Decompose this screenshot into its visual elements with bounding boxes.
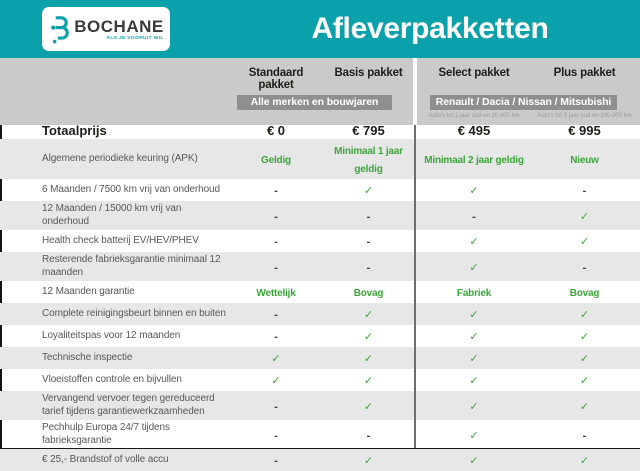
feature-value: Wettelijk [256,288,296,299]
feature-value: Bovag [569,288,600,299]
dash-icon: - [274,261,278,274]
dash-icon: - [366,261,371,274]
note-select: Auto's tot 1 jaar oud en 20.000 km [428,113,520,119]
dash-icon: - [274,429,278,442]
feature-rows [0,139,640,471]
dash-icon: - [274,400,278,413]
feature-value: Bovag [353,288,384,299]
feature-label: Pechhulp Europa 24/7 tijdens fabrieksgarantie [42,422,170,446]
feature-value: Geldig [261,155,291,166]
dash-icon: - [274,331,278,343]
check-icon: ✓ [363,185,374,197]
price-select: € 495 [457,123,491,138]
feature-label: € 25,- Brandstof of volle accu [42,453,169,465]
check-icon: ✓ [469,375,479,387]
check-icon: ✓ [469,331,479,343]
logo-brand-text: BOCHANE [74,16,164,36]
column-titles-row [0,58,640,91]
check-icon: ✓ [271,353,281,365]
table-row [0,281,640,303]
feature-label: Loyaliteitspas voor 12 maanden [42,329,181,341]
table-row [0,139,640,179]
feature-label: Resterende fabrieksgarantie minimaal 12 maanden [42,254,221,278]
table-row [0,449,640,471]
dash-icon: - [582,429,587,442]
check-icon: ✓ [579,331,590,343]
bochane-b-icon [48,14,69,44]
check-icon: ✓ [579,400,590,413]
check-icon: ✓ [363,400,374,413]
table-row [0,325,640,347]
column-notes-row [0,112,640,122]
check-icon: ✓ [363,353,374,365]
check-icon: ✓ [579,210,590,223]
feature-value: Minimaal 1 jaar geldig [334,146,403,175]
group-badges-row [0,95,640,110]
dash-icon: - [366,429,371,442]
check-icon: ✓ [469,400,479,413]
feature-value: Nieuw [570,155,599,166]
check-icon: ✓ [579,309,590,321]
check-icon: ✓ [469,185,479,197]
feature-label: Complete reinigingsbeurt binnen en buiten [42,307,226,319]
dash-icon: - [274,309,278,321]
feature-label: 12 Maanden garantie [42,285,135,297]
dash-icon: - [274,236,278,248]
feature-value: Minimaal 2 jaar geldig [424,155,524,166]
check-icon: ✓ [469,309,479,321]
check-icon: ✓ [579,375,590,387]
bochane-logo [42,7,170,51]
check-icon: ✓ [363,309,374,321]
dash-icon: - [582,261,587,274]
dash-icon: - [366,236,371,248]
table-row [0,303,640,325]
dash-icon: - [274,210,278,223]
check-icon: ✓ [363,331,374,343]
check-icon: ✓ [469,429,479,442]
table-row [0,420,640,449]
table-header [0,58,640,138]
check-icon: ✓ [363,455,374,467]
check-icon: ✓ [271,375,281,387]
note-plus: Auto's tot 5 jaar oud en 100.000 km [537,113,632,119]
table-row [0,230,640,252]
feature-label: Health check batterij EV/HEV/PHEV [42,234,199,246]
check-icon: ✓ [469,455,479,467]
feature-value: Fabriek [456,288,492,299]
check-icon: ✓ [469,236,479,248]
check-icon: ✓ [579,455,590,467]
col-title-standaard: Standaard pakket [248,67,304,91]
check-icon: ✓ [363,375,374,387]
check-icon: ✓ [469,353,479,365]
price-plus: € 995 [568,123,601,138]
table-row [0,347,640,369]
badge-alle-merken: Alle merken en bouwjaren [237,95,392,110]
check-icon: ✓ [579,236,590,248]
header-bar [0,0,640,58]
price-basis: € 795 [352,123,385,138]
col-title-select: Select pakket [438,67,510,79]
table-body [0,125,640,467]
badge-renault-group: Renault / Dacia / Nissan / Mitsubishi [430,95,617,110]
feature-label: 6 Maanden / 7500 km vrij van onderhoud [42,183,220,195]
total-price-label: Totaalprijs [42,123,107,138]
table-row [0,252,640,281]
feature-label: Vloeistoffen controle en bijvullen [42,373,182,385]
page-title: Afleverpakketten [311,12,549,45]
table-row [0,369,640,391]
dash-icon: - [366,210,371,223]
feature-label: Technische inspectie [42,351,133,363]
dash-icon: - [472,210,476,223]
feature-label: Algemene periodieke keuring (APK) [42,152,198,164]
total-price-row [0,123,640,138]
dash-icon: - [274,185,278,197]
dash-icon: - [582,185,587,197]
col-title-basis: Basis pakket [334,67,403,79]
table-row [0,179,640,201]
check-icon: ✓ [469,261,479,274]
table-row [0,391,640,420]
table-row [0,201,640,230]
dash-icon: - [274,455,278,467]
col-title-plus: Plus pakket [553,67,616,79]
check-icon: ✓ [579,353,590,365]
price-standaard: € 0 [266,123,286,138]
feature-label: 12 Maanden / 15000 km vrij van onderhoud [42,203,182,227]
feature-label: Vervangend vervoer tegen gereduceerd tarief tijdens garantiewerkzaamheden [42,393,215,417]
logo-tagline: ALS JE VOORUIT WIL [106,35,164,41]
